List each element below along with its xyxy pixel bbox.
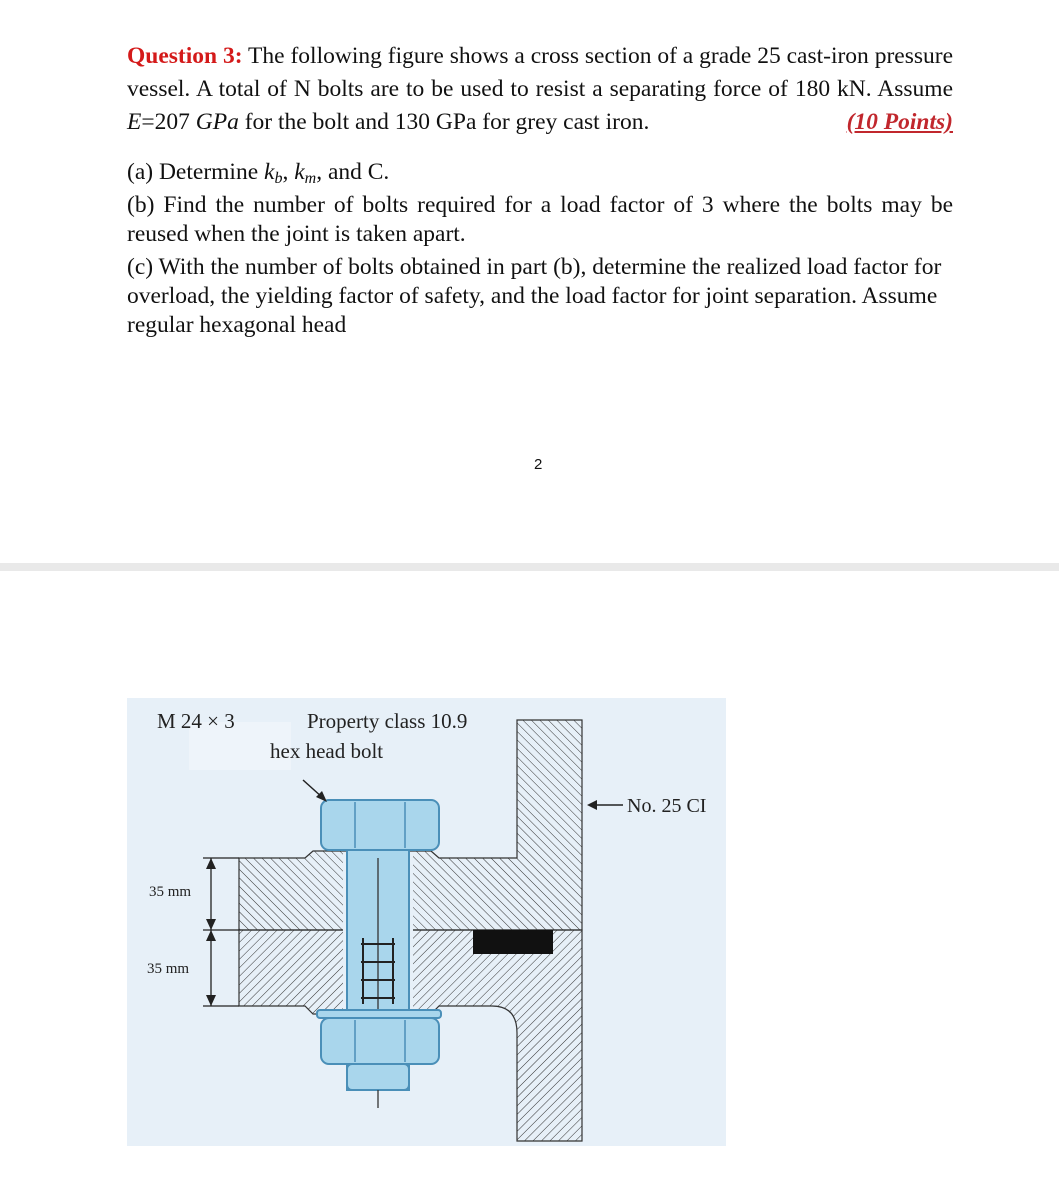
part-a: (a) Determine $k_b$, $k_m$, and C. — [127, 159, 390, 187]
dim-bottom-label: 35 mm — [147, 961, 190, 977]
property-class-label: Property class 10.9 — [307, 709, 468, 733]
question-parts — [127, 158, 953, 344]
bolt-type-label: hex head bolt — [270, 739, 384, 763]
bolted-joint-figure — [127, 698, 726, 1146]
bolt-size-label: M 24 × 3 — [157, 709, 235, 733]
part-c: (c) With the number of bolts obtained in part (b), determine the realized load factor for overload, the yielding factor of safety, and the load factor for joint separation. Assume regular hexagonal head — [127, 254, 942, 338]
page-number: 2 — [534, 456, 543, 473]
gasket — [473, 930, 553, 954]
dim-top-label: 35 mm — [149, 884, 192, 900]
bolt-tip — [347, 1064, 409, 1090]
points-label: (10 Points) — [846, 109, 953, 135]
part-b: (b) Find the number of bolts required for a load factor of 3 where the bolts may be reused when the joint is taken apart. — [127, 192, 953, 247]
modulus-value: =207 — [141, 109, 196, 135]
question-paragraph — [127, 40, 953, 139]
modulus-unit: GPa — [195, 109, 239, 135]
nut — [321, 1018, 439, 1064]
modulus-symbol: E — [127, 109, 142, 135]
question-label: Question 3: — [127, 43, 243, 69]
material-label: No. 25 CI — [627, 795, 707, 817]
cross-section-diagram — [127, 698, 726, 1146]
question-text-2: for the bolt and 130 GPa for grey cast iron. — [238, 109, 650, 135]
bolt-head — [321, 800, 439, 850]
washer — [317, 1010, 441, 1018]
question-text-1: The following figure shows a cross section of a grade 25 cast-iron pressure vessel. A total of N bolts are to be used to resist a separating force of 180 kN. Assume — [127, 43, 953, 102]
page-separator — [0, 563, 1059, 571]
